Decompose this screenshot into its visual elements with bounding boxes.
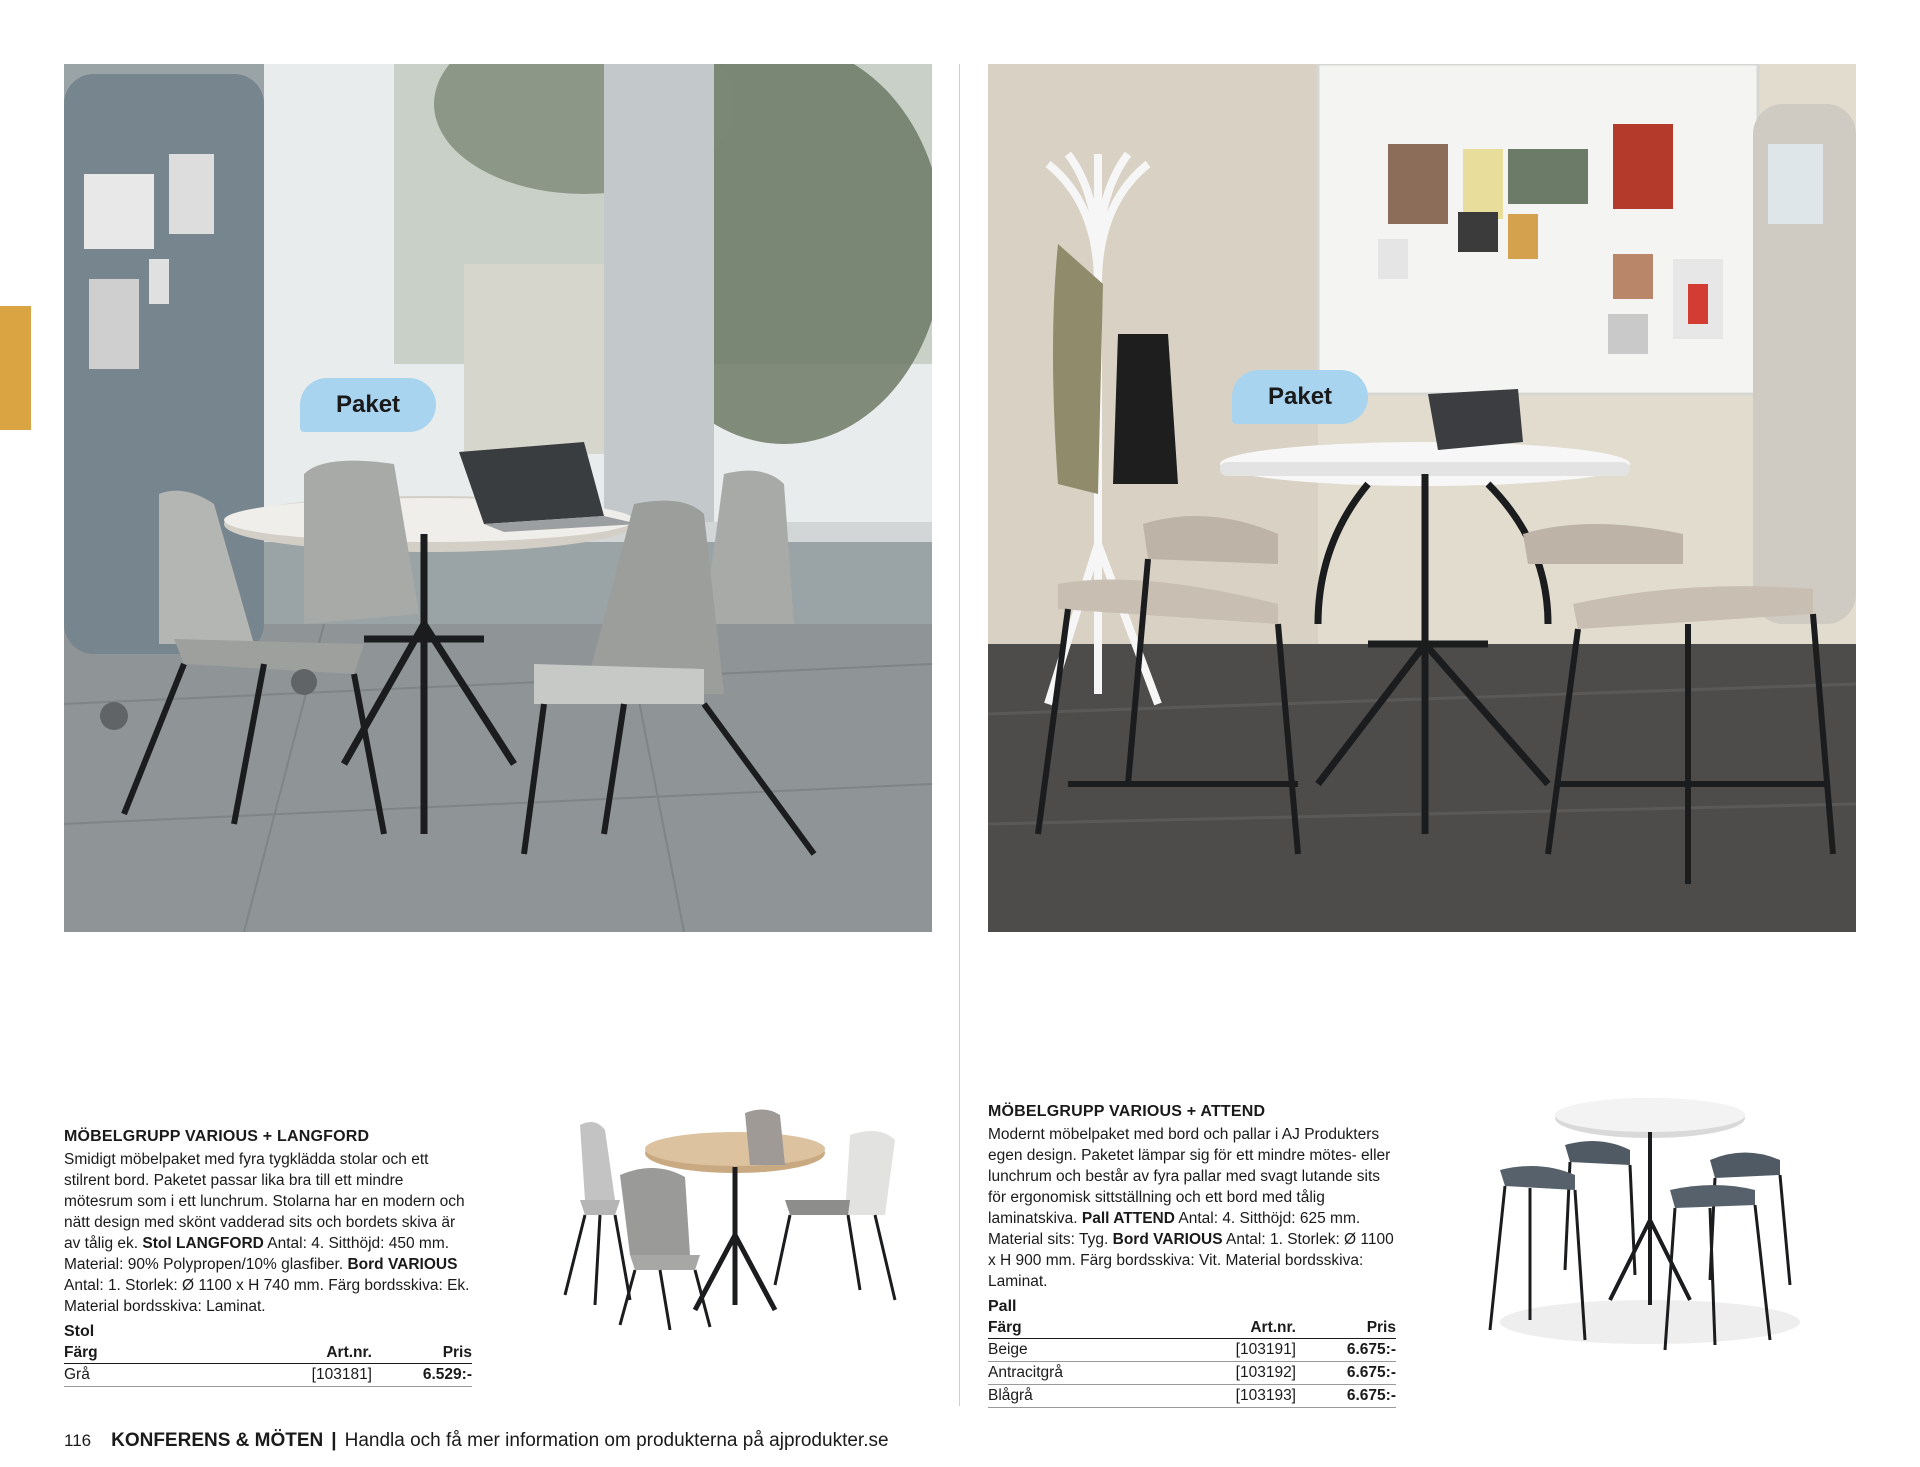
product-description: Modernt möbelpaket med bord och pallar i AJ Produkters egen design. Paketet lämpar sig för ett mindre mötes- eller lunchrum och består av fyra pallar med svagt lutande sits för ergonomisk sittställning och ett bord med tålig laminatskiva. Pall ATTEND Antal: 4. Sitthöjd: 625 mm. Material sits: Tyg. Bord VARIOUS Antal: 1. Storlek: Ø 1100 x H 900 mm. Färg bordsskiva: Vit. Material bordsskiva: Laminat.	[988, 1126, 1394, 1290]
row-art: [103191]	[1176, 1339, 1296, 1362]
table-row	[988, 1339, 1396, 1362]
section-name: KONFERENS & MÖTEN	[111, 1430, 324, 1451]
thumbnail-attend-set	[1470, 1090, 1830, 1355]
paket-badge: Paket	[300, 378, 436, 432]
table-row	[988, 1362, 1396, 1385]
footer-text: Handla och få mer information om produkterna på ajprodukter.se	[344, 1430, 889, 1451]
spec-heading: Stol	[64, 1323, 95, 1340]
row-art: [103193]	[1176, 1385, 1296, 1408]
page-number: 116	[64, 1431, 92, 1450]
photo-attend-set	[988, 64, 1856, 932]
product-title: MÖBELGRUPP VARIOUS + LANGFORD	[64, 1128, 370, 1145]
price-table	[64, 1342, 472, 1387]
col-art-header: Art.nr.	[252, 1342, 372, 1364]
table-row	[64, 1364, 472, 1387]
col-price-header: Pris	[1296, 1317, 1396, 1339]
row-art: [103192]	[1176, 1362, 1296, 1385]
product-description: Smidigt möbelpaket med fyra tygklädda stolar och ett stilrent bord. Paketet passar lika bra till ett mindre mötesrum som i ett lunchrum. Stolarna har en modern och nätt design med skönt vadderad sits och bordets skiva är av tålig ek. Stol LANGFORD Antal: 4. Sitthöjd: 450 mm. Material: 90% Polypropen/10% glasfiber. Bord VARIOUS Antal: 1. Storlek: Ø 1100 x H 740 mm. Färg bordsskiva: Ek. Material bordsskiva: Laminat.	[64, 1151, 470, 1315]
price-table	[988, 1317, 1396, 1408]
footer-separator: |	[331, 1430, 337, 1451]
product-title: MÖBELGRUPP VARIOUS + ATTEND	[988, 1103, 1266, 1120]
row-color: Grå	[64, 1364, 252, 1387]
paket-badge: Paket	[1232, 370, 1368, 424]
row-price: 6.675:-	[1296, 1385, 1396, 1408]
photo-langford-set	[64, 64, 932, 932]
page-footer	[64, 1430, 889, 1452]
row-color: Antracitgrå	[988, 1362, 1176, 1385]
row-price: 6.675:-	[1296, 1339, 1396, 1362]
thumbnail-langford-set	[560, 1105, 915, 1330]
product-various-attend	[988, 1101, 1396, 1408]
row-color: Blågrå	[988, 1385, 1176, 1408]
col-price-header: Pris	[372, 1342, 472, 1364]
section-color-tab	[0, 306, 31, 430]
product-various-langford	[64, 1126, 472, 1387]
col-art-header: Art.nr.	[1176, 1317, 1296, 1339]
col-color-header: Färg	[64, 1342, 252, 1364]
page-divider	[959, 64, 960, 1406]
row-art: [103181]	[252, 1364, 372, 1387]
row-price: 6.529:-	[372, 1364, 472, 1387]
spec-heading: Pall	[988, 1298, 1017, 1315]
row-color: Beige	[988, 1339, 1176, 1362]
row-price: 6.675:-	[1296, 1362, 1396, 1385]
table-row	[988, 1385, 1396, 1408]
col-color-header: Färg	[988, 1317, 1176, 1339]
